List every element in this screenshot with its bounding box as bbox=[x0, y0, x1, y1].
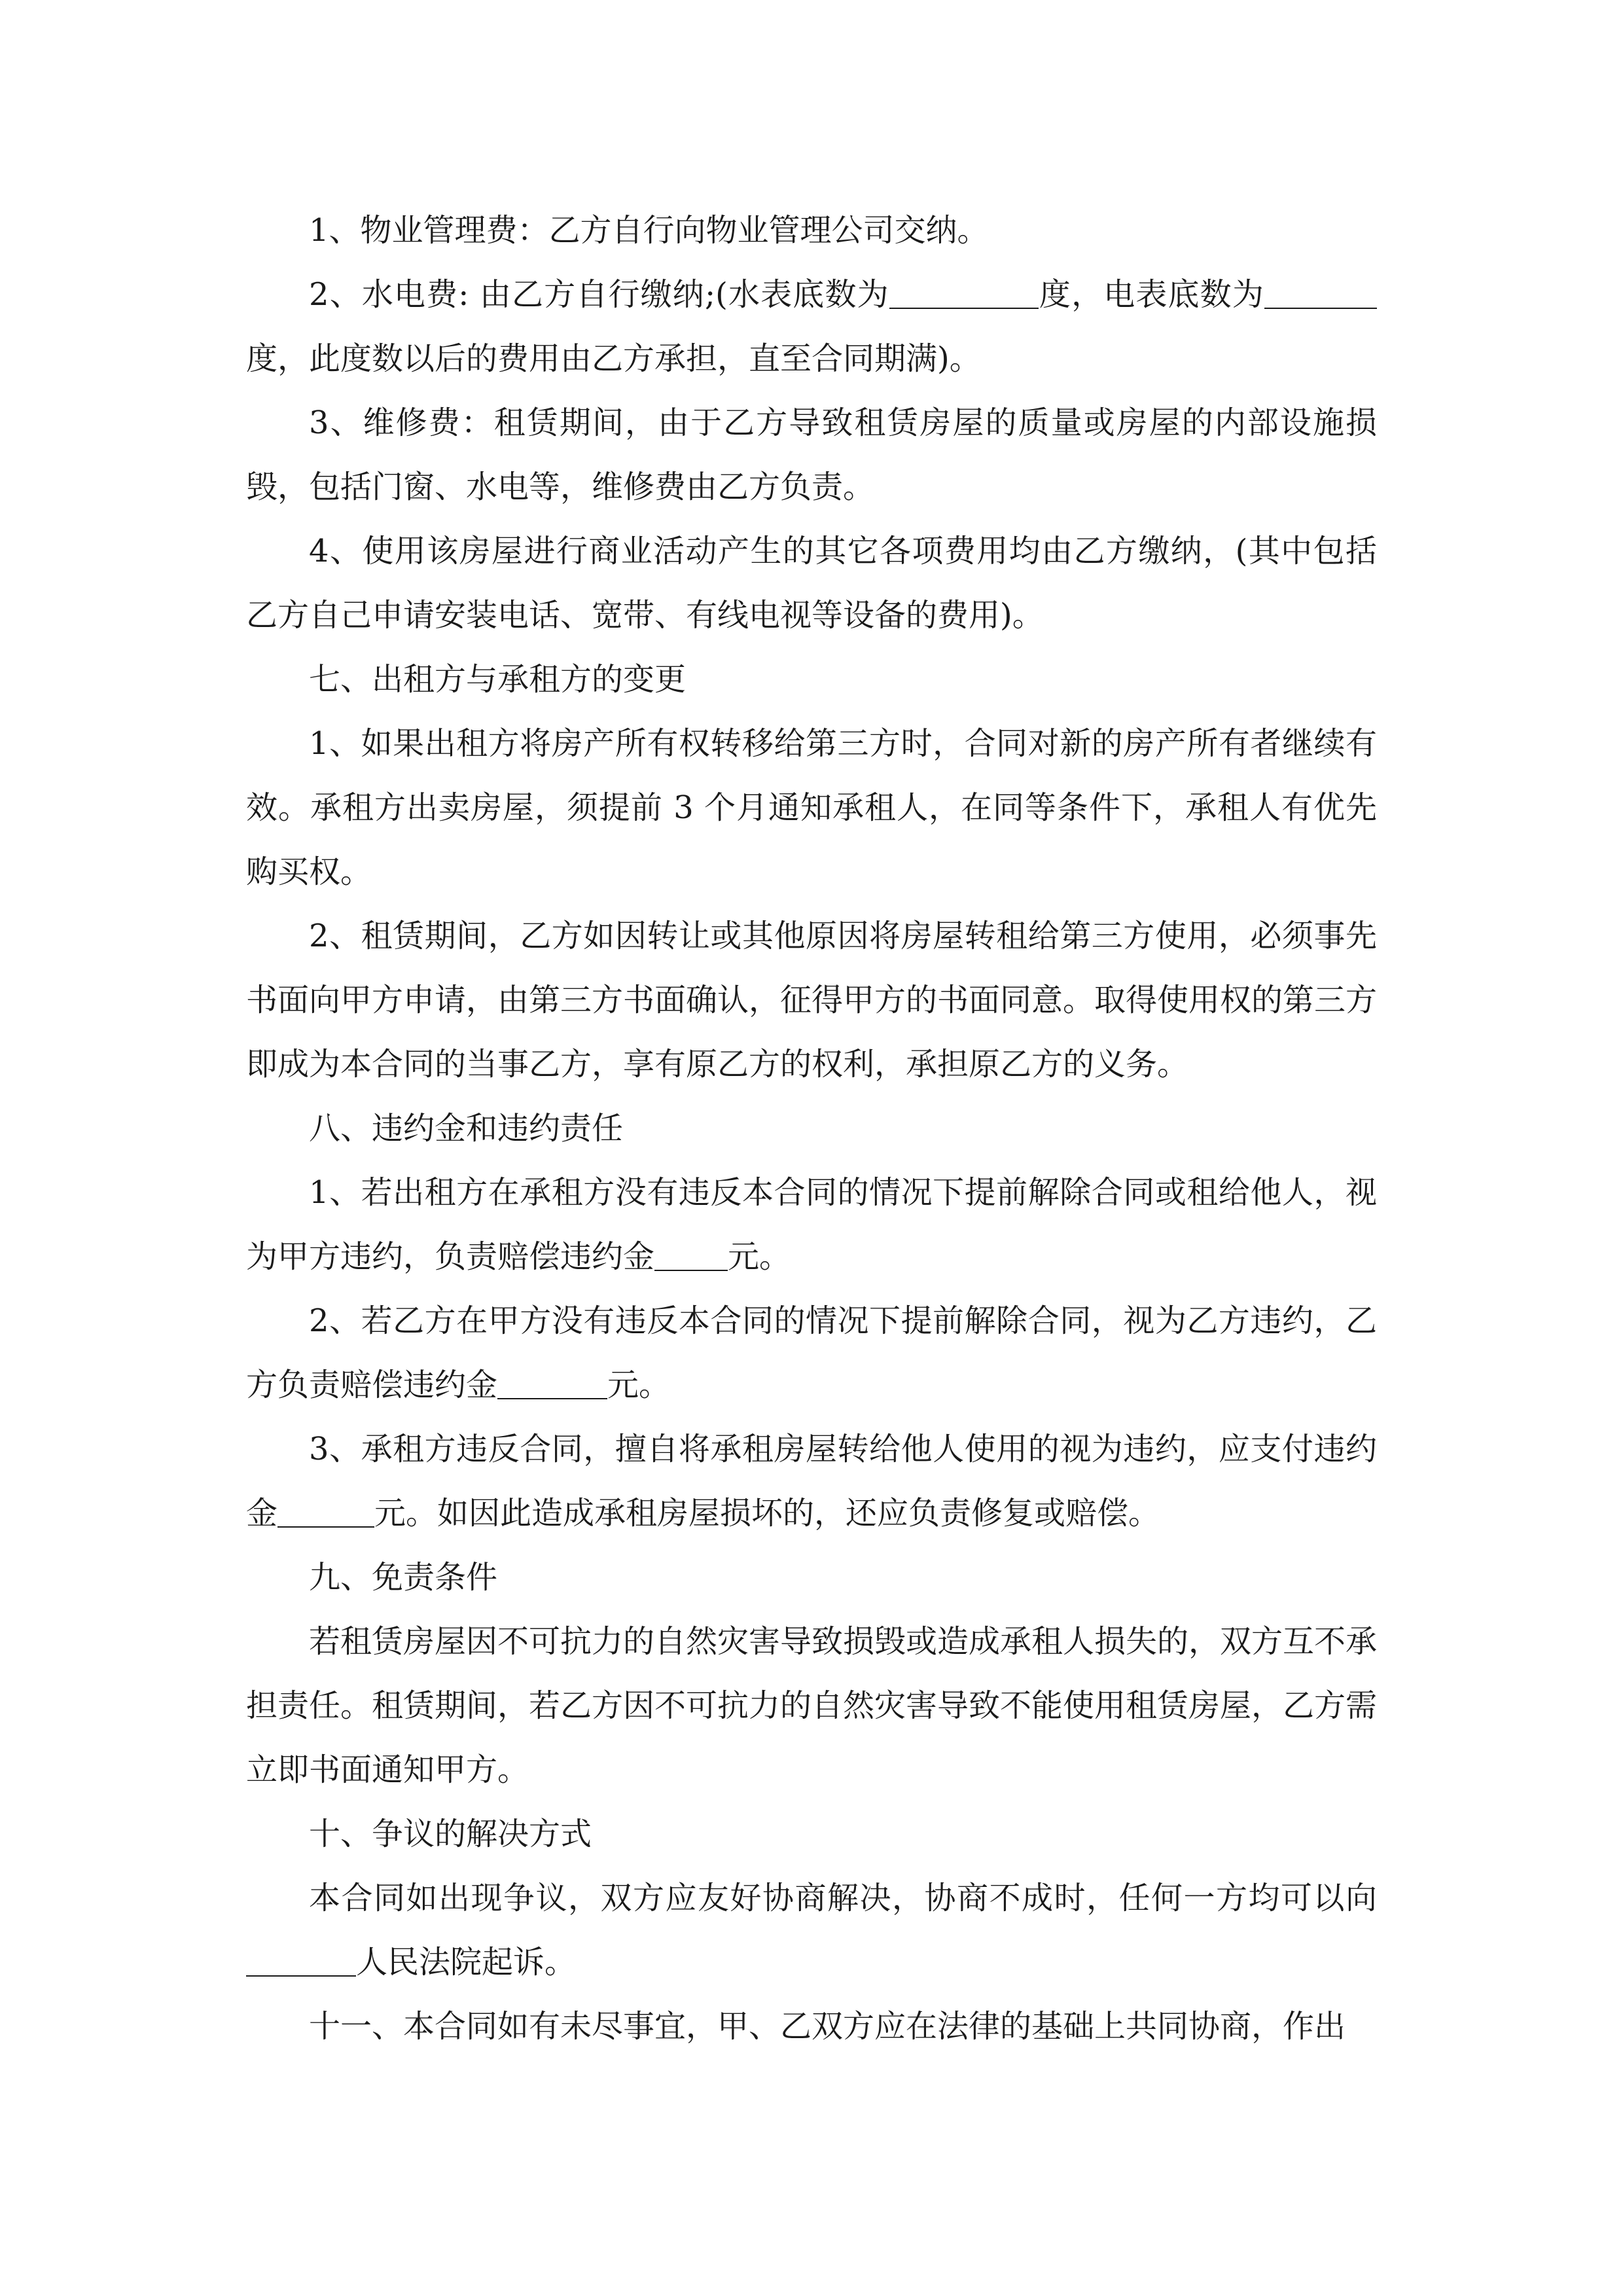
court-name-blank bbox=[246, 1944, 356, 1977]
contract-body bbox=[246, 198, 1377, 2058]
clause-7-1: 1、如果出租方将房产所有权转移给第三方时，合同对新的房产所有者继续有效。承租方出卖房屋，须提前 3 个月通知承租人，在同等条件下，承租人有优先购买权。 bbox=[246, 725, 1377, 890]
section-heading-10: 十、争议的解决方式 bbox=[309, 1816, 592, 1852]
clause-9: 若租赁房屋因不可抗力的自然灾害导致损毁或造成承租人损失的，双方互不承担责任。租赁期间，若乙方因不可抗力的自然灾害导致不能使用租赁房屋，乙方需立即书面通知甲方。 bbox=[246, 1623, 1378, 1788]
penalty-amount-blank-3 bbox=[277, 1495, 374, 1528]
clause-8-1: 1、若出租方在承租方没有违反本合同的情况下提前解除合同或租给他人，视为甲方违约，负责赔偿违约金 元。 bbox=[246, 1174, 1377, 1275]
section-heading-9: 九、免责条件 bbox=[309, 1559, 498, 1596]
clause-other-fees: 4、使用该房屋进行商业活动产生的其它各项费用均由乙方缴纳，(其中包括乙方自己申请安装电话、宽带、有线电视等设备的费用)。 bbox=[246, 533, 1377, 634]
clause-utility-fee: 2、水电费: 由乙方自行缴纳;(水表底数为 度，电表底数为度，此度数以后的费用由乙方承担，直至合同期满)。 bbox=[246, 262, 1377, 391]
clause-11: 十一、本合同如有未尽事宜，甲、乙双方应在法律的基础上共同协商，作出 bbox=[309, 2008, 1346, 2045]
electric-meter-blank bbox=[1264, 276, 1377, 309]
clause-8-2: 2、若乙方在甲方没有违反本合同的情况下提前解除合同，视为乙方违约，乙方负责赔偿违约金 元。 bbox=[246, 1302, 1377, 1403]
water-meter-blank bbox=[889, 276, 1039, 309]
clause-10: 本合同如出现争议，双方应友好协商解决，协商不成时，任何一方均可以向人民法院起诉。 bbox=[246, 1866, 1377, 1994]
penalty-amount-blank-2 bbox=[497, 1367, 607, 1399]
clause-property-fee: 1、物业管理费：乙方自行向物业管理公司交纳。 bbox=[309, 212, 989, 249]
section-heading-8: 八、违约金和违约责任 bbox=[309, 1110, 624, 1147]
clause-7-2: 2、租赁期间，乙方如因转让或其他原因将房屋转租给第三方使用，必须事先书面向甲方申请，由第三方书面确认，征得甲方的书面同意。取得使用权的第三方即成为本合同的当事乙方，享有原乙方的权利，承担原乙方的义务。 bbox=[246, 918, 1378, 1083]
penalty-amount-blank-1 bbox=[654, 1238, 728, 1271]
section-heading-7: 七、出租方与承租方的变更 bbox=[309, 661, 687, 698]
clause-repair-fee: 3、维修费：租赁期间，由于乙方导致租赁房屋的质量或房屋的内部设施损毁，包括门窗、水电等，维修费由乙方负责。 bbox=[246, 404, 1377, 505]
clause-8-3: 3、承租方违反合同，擅自将承租房屋转给他人使用的视为违约，应支付违约金 元。如因此造成承租房屋损坏的，还应负责修复或赔偿。 bbox=[246, 1431, 1377, 1532]
